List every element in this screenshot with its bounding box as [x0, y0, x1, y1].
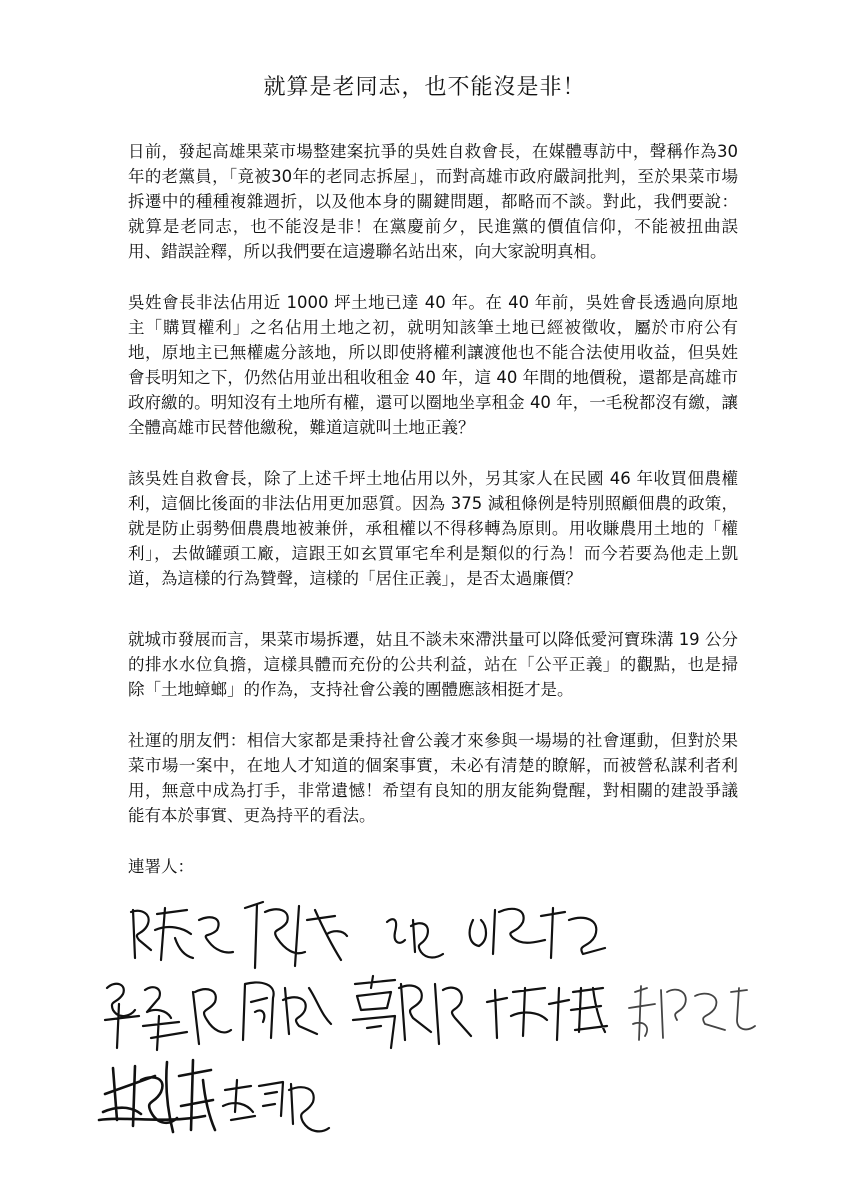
- signature-3: [387, 919, 443, 957]
- signature-7: [353, 976, 471, 1048]
- paragraph-5: 社運的朋友們：相信大家都是秉持社會公義才來參與一場場的社會運動，但對於果菜市場一案中，在地人才知道的個案事實，未必有清楚的瞭解，而被營私謀利者利用，無意中成為打手，非常遺憾！希望有良知的朋友能夠覺醒，對相關的建設爭議能有本於事實、更為持平的看法。: [128, 731, 738, 825]
- signature-11: [223, 1080, 329, 1131]
- signature-1: [131, 908, 233, 960]
- signers-label: 連署人：: [128, 857, 194, 876]
- signature-5: [105, 984, 231, 1050]
- paragraph-4: 就城市發展而言，果菜市場拆遷，姑且不談未來滯洪量可以降低愛河寶珠溝 19 公分的排水水位負擔，這樣具體而充份的公共利益，站在「公平正義」的觀點，也是掃除「土地蟑螂」的作為，支持社會公義的團體應該相挺才是。: [128, 630, 738, 699]
- signature-10: [99, 1060, 215, 1132]
- signature-9: [629, 986, 755, 1040]
- signature-8: [487, 988, 607, 1040]
- signature-block: [95, 880, 775, 1160]
- signature-6: [243, 983, 331, 1040]
- signature-2: [245, 902, 347, 968]
- signature-4: [470, 908, 605, 958]
- paragraph-2: 吳姓會長非法佔用近 1000 坪土地已達 40 年。在 40 年前，吳姓會長透過向原地主「購買權利」之名佔用土地之初，就明知該筆土地已經被徵收，屬於市府公有地，原地主已無權處分該地，所以即使將權利讓渡他也不能合法使用收益，但吳姓會長明知之下，仍然佔用並出租收租金 40 年，這 40 年間的地價稅，還都是高雄市政府繳的。明知沒有土地所有權，還可以圈地坐享租金 40 年，一毛稅都沒有繳，讓全體高雄市民替他繳稅，難道這就叫土地正義？: [128, 293, 738, 437]
- paragraph-1: 日前，發起高雄果菜市場整建案抗爭的吳姓自救會長，在媒體專訪中，聲稱作為30年的老黨員，「竟被30年的老同志拆屋」，而對高雄市政府嚴詞批判，至於果菜市場拆遷中的種種複雜週折，以及他本身的關鍵問題，都略而不談。對此，我們要說：就算是老同志，也不能沒是非！在黨慶前夕，民進黨的價值信仰，不能被扭曲誤用、錯誤詮釋，所以我們要在這邊聯名站出來，向大家說明真相。: [128, 142, 738, 261]
- paragraph-3: 該吳姓自救會長，除了上述千坪土地佔用以外，另其家人在民國 46 年收買佃農權利，這個比後面的非法佔用更加惡質。因為 375 減租條例是特別照顧佃農的政策，就是防止弱勢佃農農地被兼併，承租權以不得移轉為原則。用收賺農用土地的「權利」，去做罐頭工廠，這跟王如玄買軍宅牟利是類似的行為！而今若要為他走上凱道，為這樣的行為贊聲，這樣的「居住正義」，是否太過廉價？: [128, 469, 738, 588]
- document-title: 就算是老同志，也不能沒是非！: [263, 75, 586, 100]
- handwritten-signatures: [95, 880, 775, 1160]
